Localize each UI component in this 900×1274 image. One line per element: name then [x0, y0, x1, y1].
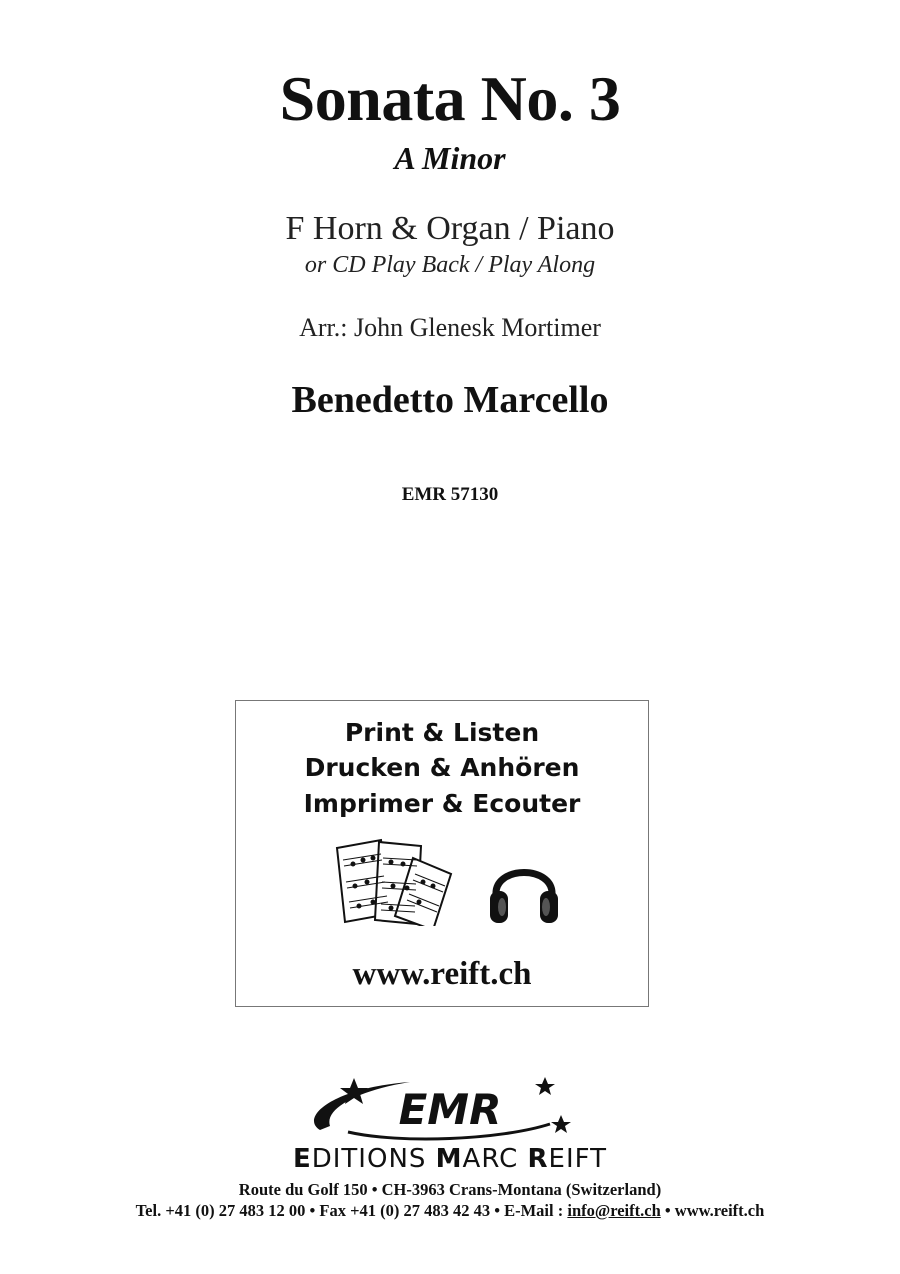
- promo-line-de: Drucken & Anhören: [304, 753, 580, 782]
- promo-url: www.reift.ch: [352, 956, 532, 992]
- promo-line-fr: Imprimer & Ecouter: [303, 789, 581, 818]
- publisher-name: EDITIONS MARC REIFT: [292, 1144, 608, 1174]
- promo-line-en: Print & Listen: [344, 718, 540, 747]
- email-link[interactable]: info@reift.ch: [567, 1201, 661, 1220]
- instrumentation: F Horn & Organ / Piano: [285, 210, 615, 247]
- publisher-address: Route du Golf 150 • CH-3963 Crans-Montana (Switzerland): [238, 1180, 662, 1199]
- headphones-icon: [486, 849, 562, 929]
- composer-name: Benedetto Marcello: [291, 379, 609, 421]
- sheet-music-icon: [329, 836, 459, 926]
- emr-logo-text: EMR: [398, 1085, 502, 1134]
- key-subtitle: A Minor: [394, 140, 506, 176]
- playback-note: or CD Play Back / Play Along: [304, 252, 596, 278]
- arranger-credit: Arr.: John Glenesk Mortimer: [299, 313, 601, 342]
- page-title: Sonata No. 3: [279, 63, 621, 134]
- catalog-number: EMR 57130: [401, 484, 499, 505]
- print-listen-box: [235, 700, 649, 1007]
- publisher-contact: Tel. +41 (0) 27 483 12 00 • Fax +41 (0) 27 483 42 43 • E-Mail : info@reift.ch • www.reift.ch: [135, 1201, 765, 1220]
- emr-logo: [300, 1074, 575, 1146]
